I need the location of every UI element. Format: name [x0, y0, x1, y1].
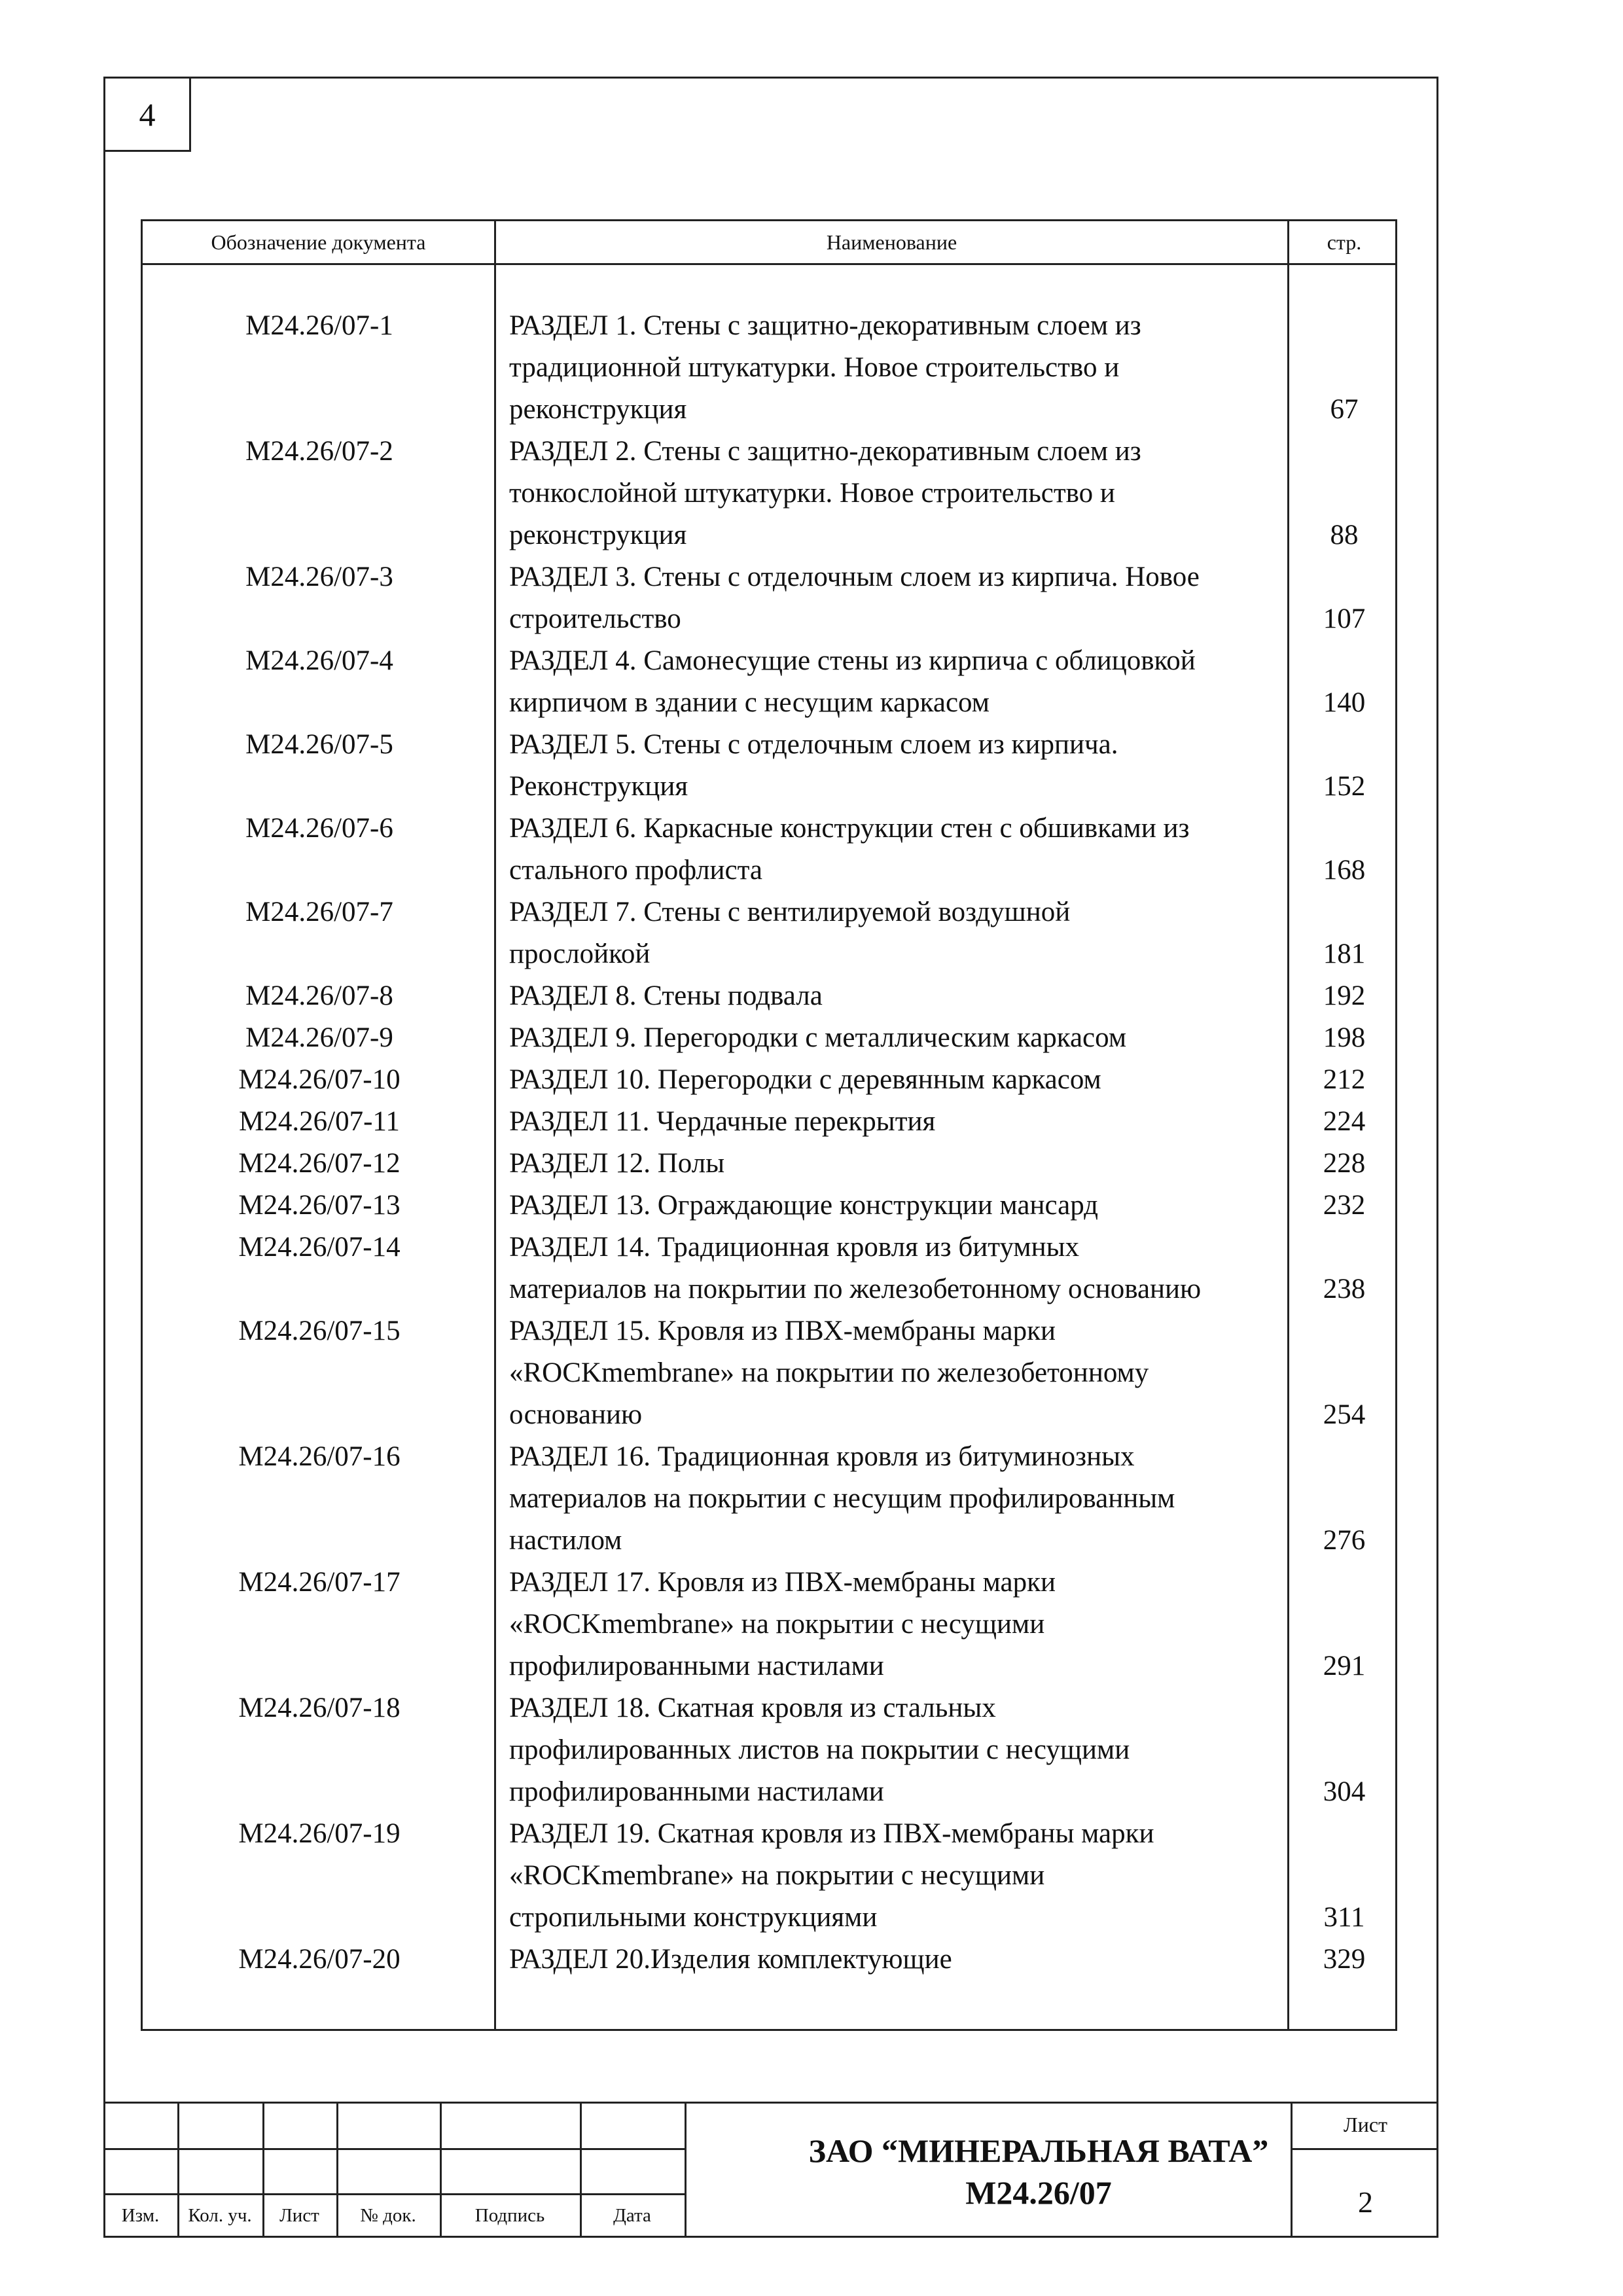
section-title	[509, 1059, 1288, 1101]
section-title-line: «ROCKmembrane» на покрытии с несущими	[509, 1609, 1045, 1640]
section-title-line: материалов на покрытии с несущим профилированным	[509, 1483, 1175, 1514]
section-title	[509, 1185, 1288, 1227]
section-title-line: РАЗДЕЛ 17. Кровля из ПВХ-мембраны марки	[509, 1567, 1056, 1598]
section-title-line: стального профлиста	[509, 855, 763, 886]
section-title-line: тонкослойной штукатурки. Новое строительство и	[509, 478, 1115, 509]
doc-code: М24.26/07-12	[238, 1148, 401, 1179]
doc-code: М24.26/07-9	[245, 1022, 393, 1053]
doc-code: М24.26/07-15	[238, 1316, 401, 1346]
section-title-line: кирпичом в здании с несущим каркасом	[509, 687, 990, 718]
section-title-line: РАЗДЕЛ 20.Изделия комплектующие	[509, 1944, 952, 1975]
doc-code: М24.26/07-14	[238, 1232, 401, 1263]
doc-code: М24.26/07-10	[238, 1064, 401, 1095]
section-title-line: профилированными настилами	[509, 1651, 884, 1681]
section-title-line: прослойкой	[509, 939, 651, 969]
section-title	[509, 305, 1288, 431]
section-title-line: РАЗДЕЛ 4. Самонесущие стены из кирпича с облицовкой	[509, 645, 1196, 676]
section-title-line: строительство	[509, 603, 681, 634]
doc-code: М24.26/07-16	[238, 1441, 401, 1472]
section-title	[509, 724, 1288, 808]
section-title-line: реконструкция	[509, 394, 687, 425]
section-title-line: РАЗДЕЛ 13. Ограждающие конструкции мансард	[509, 1190, 1099, 1221]
page-ref: 181	[1323, 939, 1366, 969]
page-ref: 168	[1323, 855, 1366, 886]
section-title	[509, 1813, 1288, 1939]
section-title	[509, 1562, 1288, 1687]
document-code: М24.26/07	[965, 2174, 1112, 2211]
section-title-line: РАЗДЕЛ 11. Чердачные перекрытия	[509, 1106, 936, 1137]
section-title-line: РАЗДЕЛ 12. Полы	[509, 1148, 725, 1179]
section-title	[509, 891, 1288, 975]
page-ref: 212	[1323, 1064, 1366, 1095]
page-ref: 232	[1323, 1190, 1366, 1221]
section-title-line: РАЗДЕЛ 19. Скатная кровля из ПВХ-мембраны марки	[509, 1818, 1154, 1849]
section-title	[509, 640, 1288, 724]
section-title	[509, 556, 1288, 640]
page-ref: 254	[1323, 1399, 1366, 1430]
doc-code: М24.26/07-11	[239, 1106, 400, 1137]
page-ref: 192	[1323, 980, 1366, 1011]
page-number: 4	[139, 96, 156, 133]
header-designation: Обозначение документа	[211, 230, 426, 254]
page-ref: 152	[1323, 771, 1366, 802]
section-title-line: реконструкция	[509, 520, 687, 550]
section-title-line: настилом	[509, 1525, 622, 1556]
label-doc-number: № док.	[360, 2204, 416, 2226]
section-title-line: стропильными конструкциями	[509, 1902, 878, 1933]
contents-table	[141, 219, 1397, 2031]
section-title-line: основанию	[509, 1399, 643, 1430]
section-title-line: РАЗДЕЛ 5. Стены с отделочным слоем из кирпича.	[509, 729, 1118, 760]
page-ref: 291	[1323, 1651, 1366, 1681]
section-title-line: РАЗДЕЛ 14. Традиционная кровля из битумных	[509, 1232, 1080, 1263]
doc-code: М24.26/07-6	[245, 813, 393, 844]
doc-code: М24.26/07-17	[238, 1567, 401, 1598]
doc-code: М24.26/07-1	[245, 310, 393, 341]
section-title-line: РАЗДЕЛ 16. Традиционная кровля из битуминозных	[509, 1441, 1135, 1472]
doc-code: М24.26/07-18	[238, 1693, 401, 1723]
page-ref: 304	[1323, 1776, 1366, 1807]
section-title-line: РАЗДЕЛ 18. Скатная кровля из стальных	[509, 1693, 996, 1723]
section-title	[509, 1101, 1288, 1143]
label-revision: Изм.	[121, 2204, 160, 2226]
section-title-line: РАЗДЕЛ 15. Кровля из ПВХ-мембраны марки	[509, 1316, 1056, 1346]
doc-code: М24.26/07-5	[245, 729, 393, 760]
sheet-label: Лист	[1343, 2113, 1387, 2136]
section-title-line: РАЗДЕЛ 6. Каркасные конструкции стен с обшивками из	[509, 813, 1190, 844]
section-title-line: РАЗДЕЛ 2. Стены с защитно-декоративным слоем из	[509, 436, 1141, 467]
sheet-number: 2	[1358, 2185, 1373, 2219]
page-ref: 228	[1323, 1148, 1366, 1179]
section-title-line: профилированными настилами	[509, 1776, 884, 1807]
page-ref: 88	[1330, 520, 1359, 550]
section-title	[509, 1310, 1288, 1436]
section-title-line: РАЗДЕЛ 3. Стены с отделочным слоем из кирпича. Новое	[509, 562, 1200, 592]
label-sheet: Лист	[279, 2204, 319, 2226]
section-title-line: Реконструкция	[509, 771, 688, 802]
section-title-line: «ROCKmembrane» на покрытии с несущими	[509, 1860, 1045, 1891]
section-title	[509, 1436, 1288, 1562]
company-name: ЗАО “МИНЕРАЛЬНАЯ ВАТА”	[808, 2132, 1269, 2169]
doc-code: М24.26/07-20	[238, 1944, 401, 1975]
label-signature: Подпись	[474, 2204, 545, 2226]
section-title	[509, 1227, 1288, 1310]
page-ref: 311	[1323, 1902, 1365, 1933]
doc-code: М24.26/07-4	[245, 645, 393, 676]
section-title	[509, 1017, 1288, 1059]
page-number-box	[103, 77, 191, 152]
section-title	[509, 975, 1288, 1017]
label-date: Дата	[613, 2204, 651, 2226]
page-ref: 67	[1330, 394, 1359, 425]
title-block	[103, 2102, 1438, 2238]
section-title	[509, 1687, 1288, 1813]
section-title-line: профилированных листов на покрытии с несущими	[509, 1734, 1130, 1765]
page-ref: 276	[1323, 1525, 1366, 1556]
page-ref: 238	[1323, 1274, 1366, 1304]
doc-code: М24.26/07-7	[245, 897, 393, 927]
section-title	[509, 1143, 1288, 1185]
label-count: Кол. уч.	[188, 2204, 252, 2226]
doc-code: М24.26/07-13	[238, 1190, 401, 1221]
company-block	[685, 2130, 1393, 2214]
page-ref: 140	[1323, 687, 1366, 718]
section-title-line: «ROCKmembrane» на покрытии по железобетонному	[509, 1357, 1149, 1388]
doc-code: М24.26/07-8	[245, 980, 393, 1011]
section-title-line: РАЗДЕЛ 8. Стены подвала	[509, 980, 823, 1011]
section-title-line: РАЗДЕЛ 10. Перегородки с деревянным каркасом	[509, 1064, 1101, 1095]
section-title-line: материалов на покрытии по железобетонному основанию	[509, 1274, 1202, 1304]
section-title	[509, 808, 1288, 891]
page-ref: 224	[1323, 1106, 1366, 1137]
section-title	[509, 431, 1288, 556]
section-title-line: традиционной штукатурки. Новое строительство и	[509, 352, 1120, 383]
section-title-line: РАЗДЕЛ 1. Стены с защитно-декоративным слоем из	[509, 310, 1141, 341]
doc-code: М24.26/07-3	[245, 562, 393, 592]
header-name: Наименование	[826, 230, 957, 254]
page-ref: 329	[1323, 1944, 1366, 1975]
section-title-line: РАЗДЕЛ 9. Перегородки с металлическим каркасом	[509, 1022, 1127, 1053]
page-ref: 107	[1323, 603, 1366, 634]
section-title-line: РАЗДЕЛ 7. Стены с вентилируемой воздушной	[509, 897, 1071, 927]
page-ref: 198	[1323, 1022, 1366, 1053]
doc-code: М24.26/07-19	[238, 1818, 401, 1849]
doc-code: М24.26/07-2	[245, 436, 393, 467]
header-page: стр.	[1327, 230, 1362, 254]
section-title	[509, 1939, 1288, 1981]
tb-line	[103, 2148, 685, 2150]
